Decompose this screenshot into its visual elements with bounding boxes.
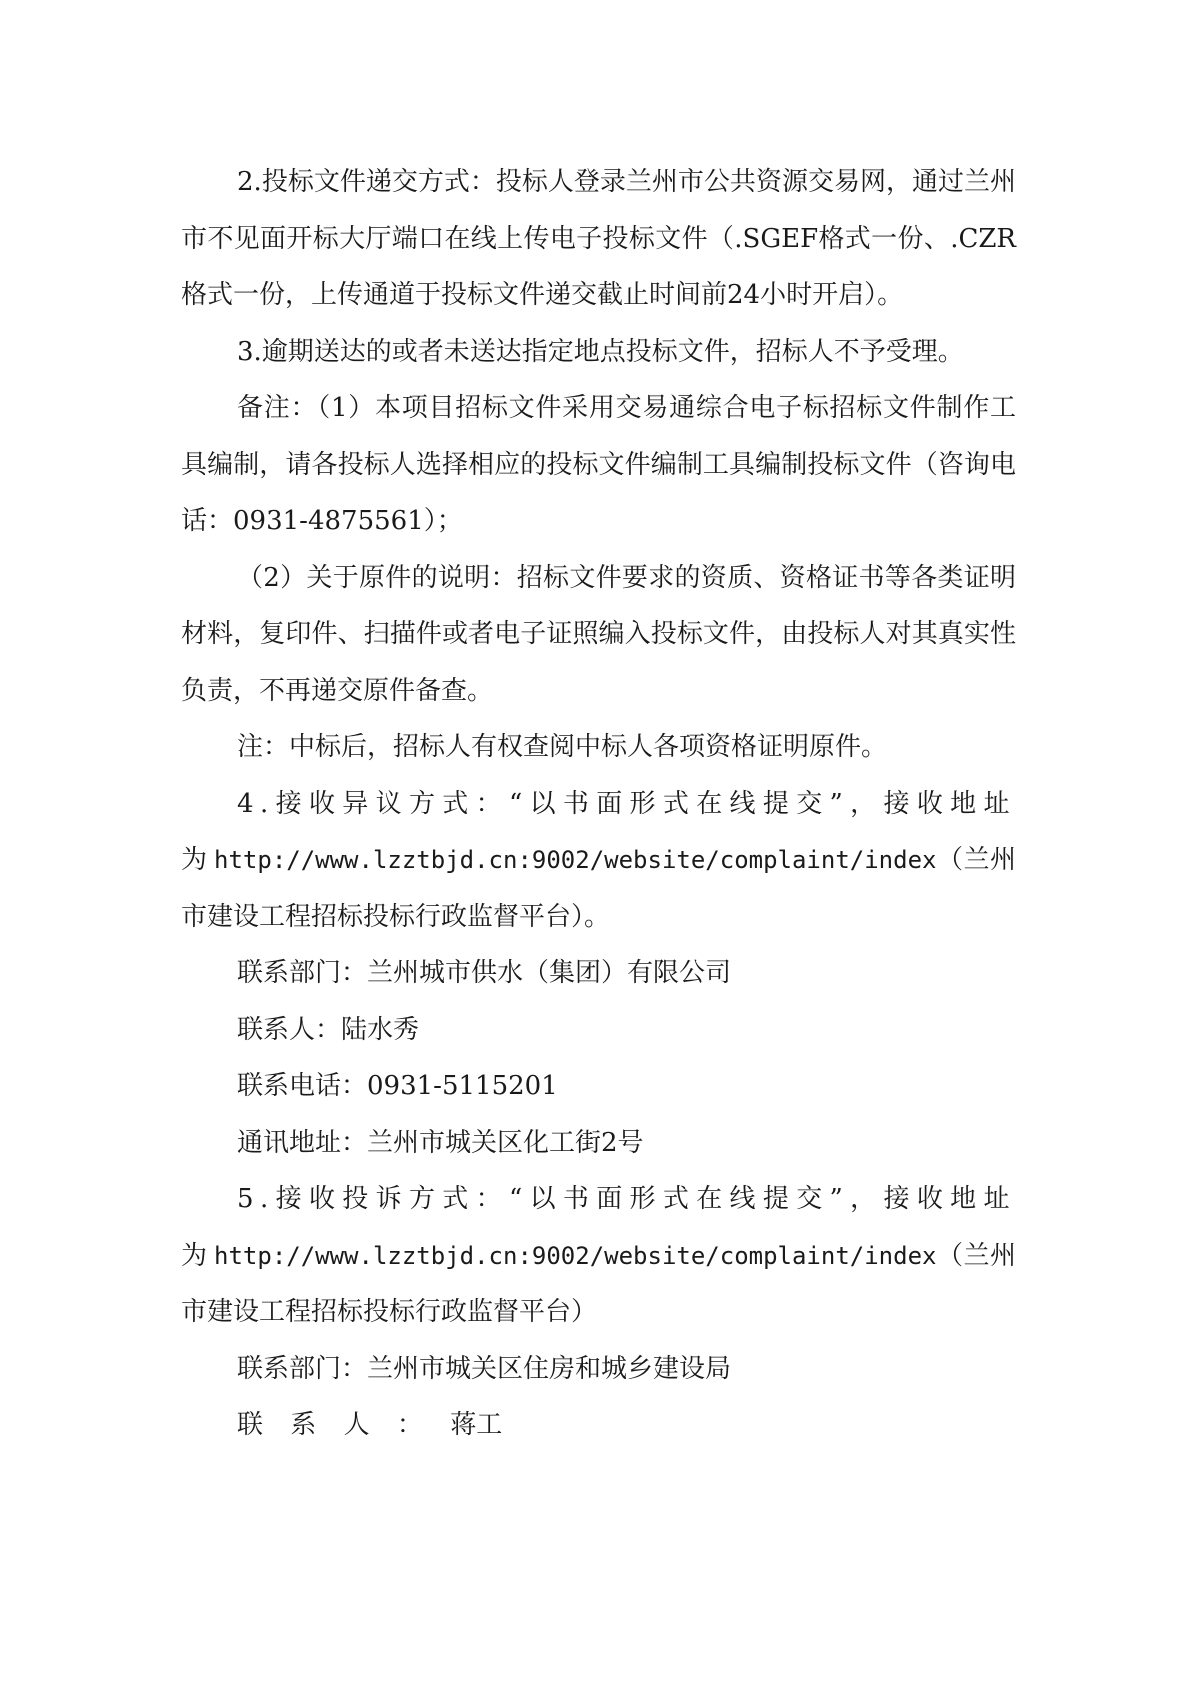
- paragraph-contact-address: 通讯地址：兰州市城关区化工街2号: [237, 1127, 644, 1158]
- paragraph-submission-method: 2.投标文件递交方式：投标人登录兰州市公共资源交易网，通过兰州市不见面开标大厅端口在线上传电子投标文件（.SGEF格式一份、.CZR格式一份，上传通道于投标文件递交截止时间前24小时开启）。: [181, 167, 1016, 310]
- complaint-person-label: 联系人：: [237, 1410, 451, 1440]
- paragraph-objection-method: [181, 776, 1016, 946]
- objection-url-link[interactable]: http://www.lzztbjd.cn:9002/website/complaint/index: [214, 846, 937, 874]
- paragraph-complaint-department: 联系部门：兰州市城关区住房和城乡建设局: [237, 1353, 732, 1384]
- complaint-person-value: 蒋工: [450, 1410, 503, 1440]
- paragraph-late-submission: 3.逾期送达的或者未送达指定地点投标文件，招标人不予受理。: [237, 336, 964, 367]
- paragraph-contact-phone: 联系电话：0931-5115201: [237, 1071, 558, 1101]
- paragraph-remark-1: 备注：（1）本项目招标文件采用交易通综合电子标招标文件制作工具编制，请各投标人选择相应的投标文件编制工具编制投标文件（咨询电话：0931-4875561）；: [181, 393, 1016, 536]
- paragraph-contact-person: 联系人：陆水秀: [237, 1014, 420, 1045]
- complaint-platform-text: （兰州市建设工程招标投标行政监督平台）: [181, 1240, 1016, 1327]
- document-page: [181, 154, 1016, 1454]
- complaint-method-text: 5.接收投诉方式：“以书面形式在线提交”，接收地址为: [181, 1184, 1016, 1271]
- paragraph-complaint-method: [181, 1171, 1016, 1341]
- paragraph-contact-department: 联系部门：兰州城市供水（集团）有限公司: [237, 958, 732, 988]
- paragraph-note: 注：中标后，招标人有权查阅中标人各项资格证明原件。: [237, 732, 888, 762]
- complaint-url-link[interactable]: http://www.lzztbjd.cn:9002/website/complaint/index: [214, 1241, 937, 1270]
- paragraph-remark-2: （2）关于原件的说明：招标文件要求的资质、资格证书等各类证明材料，复印件、扫描件或者电子证照编入投标文件，由投标人对其真实性负责，不再递交原件备查。: [181, 562, 1016, 706]
- paragraph-complaint-person: [181, 1397, 1016, 1454]
- objection-platform-text: （兰州市建设工程招标投标行政监督平台）。: [181, 845, 1016, 932]
- objection-method-text: 4.接收异议方式：“以书面形式在线提交”，接收地址为: [181, 788, 1016, 875]
